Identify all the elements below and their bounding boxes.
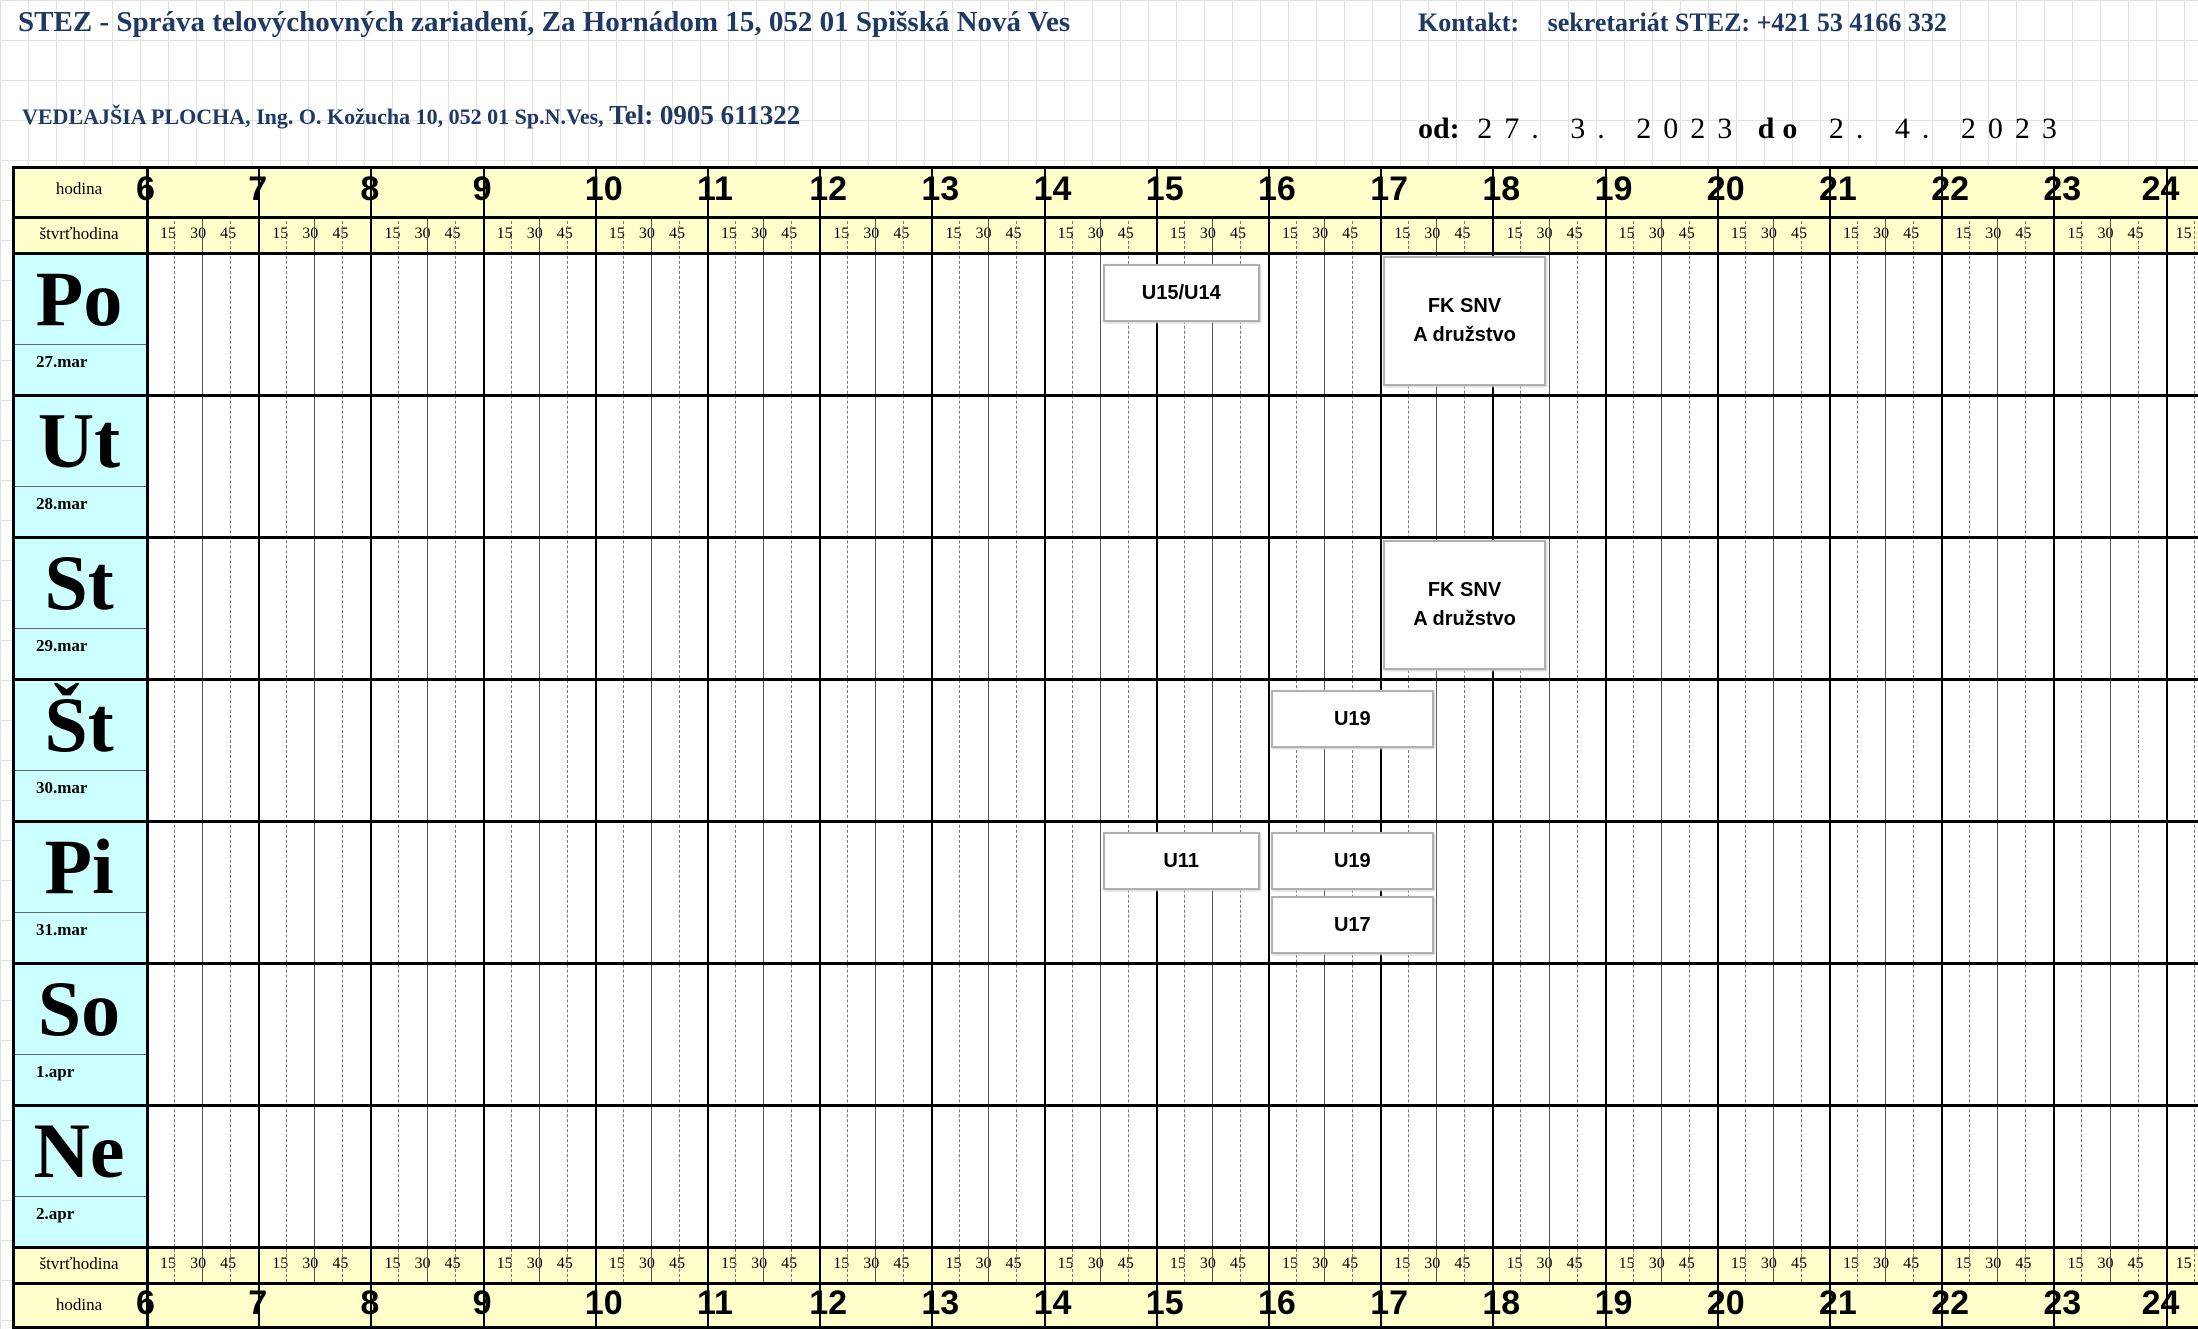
hour-gridline (483, 166, 485, 1329)
hour-gridline (2053, 166, 2055, 1329)
quarter-gridline (1352, 216, 1353, 1282)
quarter-number-bottom: 30 (1087, 1255, 1104, 1272)
hour-gridline (819, 166, 821, 1329)
quarter-number-top: 15 (1169, 225, 1186, 242)
quarter-number-top: 15 (833, 225, 850, 242)
quarter-number-bottom: 30 (1199, 1255, 1216, 1272)
quarter-number-top: 45 (1005, 225, 1022, 242)
quarter-number-top: 30 (1985, 225, 2002, 242)
venue-address: VEDĽAJŠIA PLOCHA, Ing. O. Kožucha 10, 052 01 Sp.N.Ves, (22, 104, 604, 129)
quarter-number-bottom: 15 (2175, 1255, 2192, 1272)
quarter-gridline (342, 216, 343, 1282)
quarter-number-top: 15 (2067, 225, 2084, 242)
day-abbreviation: So (37, 965, 121, 1052)
quarter-number-bottom: 30 (414, 1255, 431, 1272)
day-date: 27.mar (36, 352, 88, 371)
quarter-number-bottom: 45 (1903, 1255, 1920, 1272)
half-hour-gridline (763, 216, 764, 1282)
quarter-number-top: 45 (2015, 225, 2032, 242)
row-gridline (12, 962, 2198, 965)
quarter-number-bottom: 15 (721, 1255, 738, 1272)
hour-number-bottom: 8 (360, 1284, 380, 1322)
period-from: 27. 3. 2023 (1477, 112, 1745, 145)
quarter-number-top: 45 (1903, 225, 1920, 242)
hour-row-bottom (12, 1282, 2198, 1329)
day-abbreviation: Pi (44, 823, 114, 910)
quarter-number-top: 30 (751, 225, 768, 242)
quarter-number-top: 15 (1506, 225, 1523, 242)
quarter-number-bottom: 30 (751, 1255, 768, 1272)
quarter-number-bottom: 30 (863, 1255, 880, 1272)
half-hour-gridline (539, 216, 540, 1282)
quarter-gridline (1801, 216, 1802, 1282)
quarter-number-top: 30 (414, 225, 431, 242)
hour-number-top: 6 (136, 170, 155, 208)
hour-number-bottom: 11 (697, 1284, 733, 1322)
row-gridline (12, 216, 2198, 219)
row-gridline (12, 1104, 2198, 1107)
quarter-gridline (735, 216, 736, 1282)
period-to: 2. 4. 2023 (1828, 112, 2069, 145)
quarter-number-top: 45 (1342, 225, 1359, 242)
half-hour-gridline (1212, 216, 1213, 1282)
half-hour-gridline (1549, 216, 1550, 1282)
quarter-number-bottom: 30 (1760, 1255, 1777, 1272)
quarter-number-top: 30 (975, 225, 992, 242)
row-gridline (12, 678, 2198, 681)
hour-number-top: 24 (2141, 170, 2180, 208)
hour-number-top: 23 (2043, 170, 2082, 208)
quarter-gridline (1240, 216, 1241, 1282)
hour-label-bottom: hodina (55, 1295, 103, 1314)
quarter-number-top: 15 (496, 225, 513, 242)
quarter-number-bottom: 45 (444, 1255, 461, 1272)
quarter-gridline (959, 216, 960, 1282)
quarter-gridline (1633, 216, 1634, 1282)
day-abbreviation: Ut (37, 397, 121, 484)
quarter-number-bottom: 30 (1648, 1255, 1665, 1272)
quarter-number-bottom: 45 (781, 1255, 798, 1272)
quarter-number-top: 45 (2127, 225, 2144, 242)
quarter-number-top: 30 (1199, 225, 1216, 242)
hour-label-top: hodina (55, 179, 103, 198)
half-hour-gridline (875, 216, 876, 1282)
quarter-number-top: 45 (1117, 225, 1134, 242)
quarter-gridline (511, 216, 512, 1282)
hour-number-bottom: 18 (1482, 1284, 1521, 1322)
quarter-number-top: 15 (2175, 225, 2192, 242)
day-date: 2.apr (36, 1204, 75, 1223)
half-hour-gridline (1100, 216, 1101, 1282)
quarter-number-bottom: 15 (2067, 1255, 2084, 1272)
quarter-number-bottom: 30 (1873, 1255, 1890, 1272)
hour-number-top: 8 (360, 170, 380, 208)
hour-gridline (1605, 166, 1607, 1329)
quarter-number-top: 45 (556, 225, 573, 242)
quarter-number-top: 15 (160, 225, 177, 242)
row-gridline (12, 252, 2198, 255)
half-hour-gridline (1773, 216, 1774, 1282)
hour-gridline (707, 166, 709, 1329)
quarter-gridline (1128, 216, 1129, 1282)
event-block[interactable]: U17 (1271, 896, 1434, 954)
day-abbreviation: Ne (33, 1107, 125, 1194)
quarter-number-bottom: 45 (1229, 1255, 1246, 1272)
quarter-number-bottom: 15 (1506, 1255, 1523, 1272)
period-to-label: do (1757, 112, 1806, 145)
row-gridline (12, 1282, 2198, 1285)
quarter-number-top: 45 (1454, 225, 1471, 242)
hour-number-bottom: 23 (2043, 1284, 2082, 1322)
quarter-gridline (847, 216, 848, 1282)
quarter-number-top: 15 (384, 225, 401, 242)
quarter-number-top: 30 (2097, 225, 2114, 242)
quarter-number-top: 45 (893, 225, 910, 242)
hour-gridline (1044, 166, 1046, 1329)
quarter-number-bottom: 45 (1678, 1255, 1695, 1272)
half-hour-gridline (1661, 216, 1662, 1282)
quarter-gridline (567, 216, 568, 1282)
quarter-number-top: 30 (1424, 225, 1441, 242)
quarter-number-top: 30 (1536, 225, 1553, 242)
quarter-number-bottom: 15 (272, 1255, 289, 1272)
half-hour-gridline (1997, 216, 1998, 1282)
hour-number-bottom: 9 (472, 1284, 492, 1322)
quarter-label-bottom: štvrťhodina (39, 1254, 119, 1273)
day-date-divider (12, 912, 146, 913)
quarter-number-top: 15 (721, 225, 738, 242)
quarter-number-top: 30 (638, 225, 655, 242)
hour-gridline (1156, 166, 1158, 1329)
row-gridline (12, 166, 2198, 169)
quarter-number-top: 15 (608, 225, 625, 242)
quarter-gridline (398, 216, 399, 1282)
date-range (1418, 112, 2069, 146)
quarter-number-top: 15 (1955, 225, 1972, 242)
quarter-number-top: 30 (1648, 225, 1665, 242)
quarter-number-bottom: 15 (384, 1255, 401, 1272)
schedule-grid (12, 166, 2198, 1329)
quarter-number-top: 15 (1843, 225, 1860, 242)
event-block[interactable]: U15/U14 (1103, 264, 1260, 322)
quarter-number-top: 30 (1873, 225, 1890, 242)
quarter-gridline (1296, 216, 1297, 1282)
hour-gridline (1829, 166, 1831, 1329)
quarter-gridline (1072, 216, 1073, 1282)
quarter-number-top: 45 (1790, 225, 1807, 242)
quarter-gridline (903, 216, 904, 1282)
hour-number-top: 16 (1258, 170, 1296, 208)
quarter-number-top: 30 (863, 225, 880, 242)
hour-number-top: 9 (472, 170, 492, 208)
hour-number-bottom: 14 (1033, 1284, 1072, 1322)
quarter-number-bottom: 45 (1342, 1255, 1359, 1272)
quarter-number-top: 45 (1678, 225, 1695, 242)
quarter-number-top: 15 (1394, 225, 1411, 242)
hour-number-bottom: 10 (584, 1284, 623, 1322)
row-gridline (12, 820, 2198, 823)
quarter-number-bottom: 15 (496, 1255, 513, 1272)
day-date-divider (12, 486, 146, 487)
quarter-number-bottom: 45 (1566, 1255, 1583, 1272)
quarter-number-top: 45 (781, 225, 798, 242)
hour-gridline (931, 166, 933, 1329)
hour-number-top: 14 (1033, 170, 1072, 208)
hour-number-bottom: 22 (1931, 1284, 1970, 1322)
quarter-gridline (1184, 216, 1185, 1282)
hour-gridline (1268, 166, 1270, 1329)
quarter-gridline (286, 216, 287, 1282)
quarter-number-top: 45 (220, 225, 237, 242)
quarter-number-bottom: 45 (332, 1255, 349, 1272)
half-hour-gridline (1885, 216, 1886, 1282)
hour-number-top: 12 (809, 170, 848, 208)
quarter-number-bottom: 30 (302, 1255, 319, 1272)
quarter-number-bottom: 30 (526, 1255, 543, 1272)
quarter-number-bottom: 30 (1536, 1255, 1553, 1272)
quarter-number-bottom: 30 (638, 1255, 655, 1272)
half-hour-gridline (988, 216, 989, 1282)
day-date: 29.mar (36, 636, 88, 655)
row-gridline (12, 394, 2198, 397)
half-hour-gridline (427, 216, 428, 1282)
day-abbreviation: St (44, 539, 114, 626)
quarter-gridline (1745, 216, 1746, 1282)
quarter-number-bottom: 30 (190, 1255, 207, 1272)
quarter-number-top: 15 (1057, 225, 1074, 242)
quarter-number-top: 15 (945, 225, 962, 242)
hour-number-top: 18 (1482, 170, 1521, 208)
hour-number-bottom: 21 (1819, 1284, 1857, 1322)
hour-number-top: 13 (921, 170, 960, 208)
quarter-gridline (1857, 216, 1858, 1282)
quarter-gridline (623, 216, 624, 1282)
quarter-gridline (2081, 216, 2082, 1282)
quarter-number-bottom: 15 (1057, 1255, 1074, 1272)
day-date-divider (12, 628, 146, 629)
quarter-number-top: 30 (526, 225, 543, 242)
hour-number-bottom: 7 (248, 1284, 268, 1322)
hour-number-top: 11 (697, 170, 733, 208)
quarter-number-bottom: 45 (220, 1255, 237, 1272)
quarter-number-top: 45 (332, 225, 349, 242)
hour-number-bottom: 24 (2141, 1284, 2180, 1322)
quarter-gridline (230, 216, 231, 1282)
hour-number-top: 7 (248, 170, 268, 208)
quarter-number-bottom: 45 (893, 1255, 910, 1272)
quarter-number-top: 30 (302, 225, 319, 242)
quarter-number-top: 30 (1312, 225, 1329, 242)
quarter-label-top: štvrťhodina (39, 224, 119, 243)
day-abbreviation: Št (44, 681, 114, 768)
quarter-number-top: 30 (190, 225, 207, 242)
half-hour-gridline (1324, 216, 1325, 1282)
day-abbreviation: Po (35, 255, 123, 342)
quarter-number-bottom: 45 (2015, 1255, 2032, 1272)
row-gridline (12, 536, 2198, 539)
day-date-divider (12, 770, 146, 771)
quarter-number-bottom: 15 (1169, 1255, 1186, 1272)
half-hour-gridline (2110, 216, 2111, 1282)
venue-info (22, 100, 800, 131)
day-date: 30.mar (36, 778, 88, 797)
event-block[interactable]: U11 (1103, 832, 1260, 890)
quarter-gridline (2025, 216, 2026, 1282)
hour-gridline (595, 166, 597, 1329)
quarter-number-top: 45 (444, 225, 461, 242)
quarter-number-top: 45 (1566, 225, 1583, 242)
hour-number-top: 22 (1931, 170, 1970, 208)
hour-number-bottom: 12 (809, 1284, 848, 1322)
period-from-label: od: (1418, 112, 1460, 145)
quarter-number-bottom: 45 (1454, 1255, 1471, 1272)
day-date: 28.mar (36, 494, 88, 513)
quarter-gridline (2138, 216, 2139, 1282)
quarter-number-bottom: 45 (2127, 1255, 2144, 1272)
day-date: 1.apr (36, 1062, 75, 1081)
hour-number-bottom: 17 (1370, 1284, 1409, 1322)
hour-number-top: 17 (1370, 170, 1409, 208)
hour-number-bottom: 19 (1594, 1284, 1633, 1322)
quarter-number-bottom: 15 (945, 1255, 962, 1272)
hour-number-bottom: 16 (1258, 1284, 1296, 1322)
quarter-number-bottom: 15 (1730, 1255, 1747, 1272)
quarter-number-bottom: 15 (1394, 1255, 1411, 1272)
quarter-number-bottom: 30 (975, 1255, 992, 1272)
contact-value: sekretariát STEZ: +421 53 4166 332 (1547, 8, 1947, 37)
quarter-gridline (1913, 216, 1914, 1282)
quarter-number-bottom: 15 (1955, 1255, 1972, 1272)
hour-row-top (12, 166, 2198, 216)
event-block[interactable]: FK SNV A družstvo (1383, 256, 1546, 386)
contact-label: Kontakt: (1418, 8, 1520, 37)
quarter-number-top: 15 (1282, 225, 1299, 242)
quarter-gridline (1969, 216, 1970, 1282)
hour-gridline (2166, 166, 2168, 1329)
quarter-number-top: 15 (1730, 225, 1747, 242)
hour-gridline (1941, 166, 1943, 1329)
hour-number-top: 20 (1706, 170, 1745, 208)
quarter-number-top: 30 (1760, 225, 1777, 242)
quarter-number-bottom: 15 (1282, 1255, 1299, 1272)
grid-left-border (12, 166, 15, 1329)
event-block[interactable]: FK SNV A družstvo (1383, 540, 1546, 670)
hour-gridline (258, 166, 260, 1329)
quarter-number-bottom: 30 (1312, 1255, 1329, 1272)
hour-number-top: 10 (584, 170, 623, 208)
quarter-gridline (2194, 216, 2195, 1282)
quarter-number-bottom: 45 (556, 1255, 573, 1272)
event-block[interactable]: U19 (1271, 690, 1434, 748)
hour-number-top: 15 (1145, 170, 1184, 208)
hour-number-bottom: 13 (921, 1284, 960, 1322)
quarter-number-bottom: 30 (1424, 1255, 1441, 1272)
row-gridline (12, 1246, 2198, 1249)
quarter-number-bottom: 45 (1117, 1255, 1134, 1272)
quarter-number-bottom: 15 (1843, 1255, 1860, 1272)
quarter-number-bottom: 30 (2097, 1255, 2114, 1272)
quarter-gridline (1577, 216, 1578, 1282)
label-column-border (146, 166, 149, 1329)
hour-number-bottom: 20 (1706, 1284, 1745, 1322)
quarter-number-bottom: 15 (1618, 1255, 1635, 1272)
quarter-gridline (174, 216, 175, 1282)
quarter-number-top: 30 (1087, 225, 1104, 242)
quarter-gridline (679, 216, 680, 1282)
day-date: 31.mar (36, 920, 88, 939)
day-date-divider (12, 1054, 146, 1055)
quarter-number-bottom: 15 (160, 1255, 177, 1272)
page-title: STEZ - Správa telovýchovných zariadení, Za Hornádom 15, 052 01 Spišská Nová Ves (18, 6, 1071, 38)
quarter-number-bottom: 45 (1790, 1255, 1807, 1272)
quarter-number-bottom: 45 (668, 1255, 685, 1272)
quarter-number-bottom: 15 (608, 1255, 625, 1272)
quarter-number-top: 45 (1229, 225, 1246, 242)
quarter-gridline (1689, 216, 1690, 1282)
quarter-number-top: 15 (1618, 225, 1635, 242)
day-date-divider (12, 344, 146, 345)
half-hour-gridline (651, 216, 652, 1282)
quarter-number-top: 15 (272, 225, 289, 242)
quarter-gridline (791, 216, 792, 1282)
day-date-divider (12, 1196, 146, 1197)
quarter-gridline (455, 216, 456, 1282)
quarter-number-bottom: 15 (833, 1255, 850, 1272)
quarter-gridline (1016, 216, 1017, 1282)
hour-number-top: 19 (1594, 170, 1633, 208)
venue-phone: Tel: 0905 611322 (609, 100, 801, 130)
event-block[interactable]: U19 (1271, 832, 1434, 890)
contact-info (1418, 8, 1947, 38)
half-hour-gridline (314, 216, 315, 1282)
hour-gridline (370, 166, 372, 1329)
quarter-number-top: 45 (668, 225, 685, 242)
hour-gridline (1717, 166, 1719, 1329)
hour-number-top: 21 (1819, 170, 1857, 208)
hour-number-bottom: 15 (1145, 1284, 1184, 1322)
quarter-number-bottom: 45 (1005, 1255, 1022, 1272)
half-hour-gridline (202, 216, 203, 1282)
hour-number-bottom: 6 (136, 1284, 155, 1322)
quarter-number-bottom: 30 (1985, 1255, 2002, 1272)
